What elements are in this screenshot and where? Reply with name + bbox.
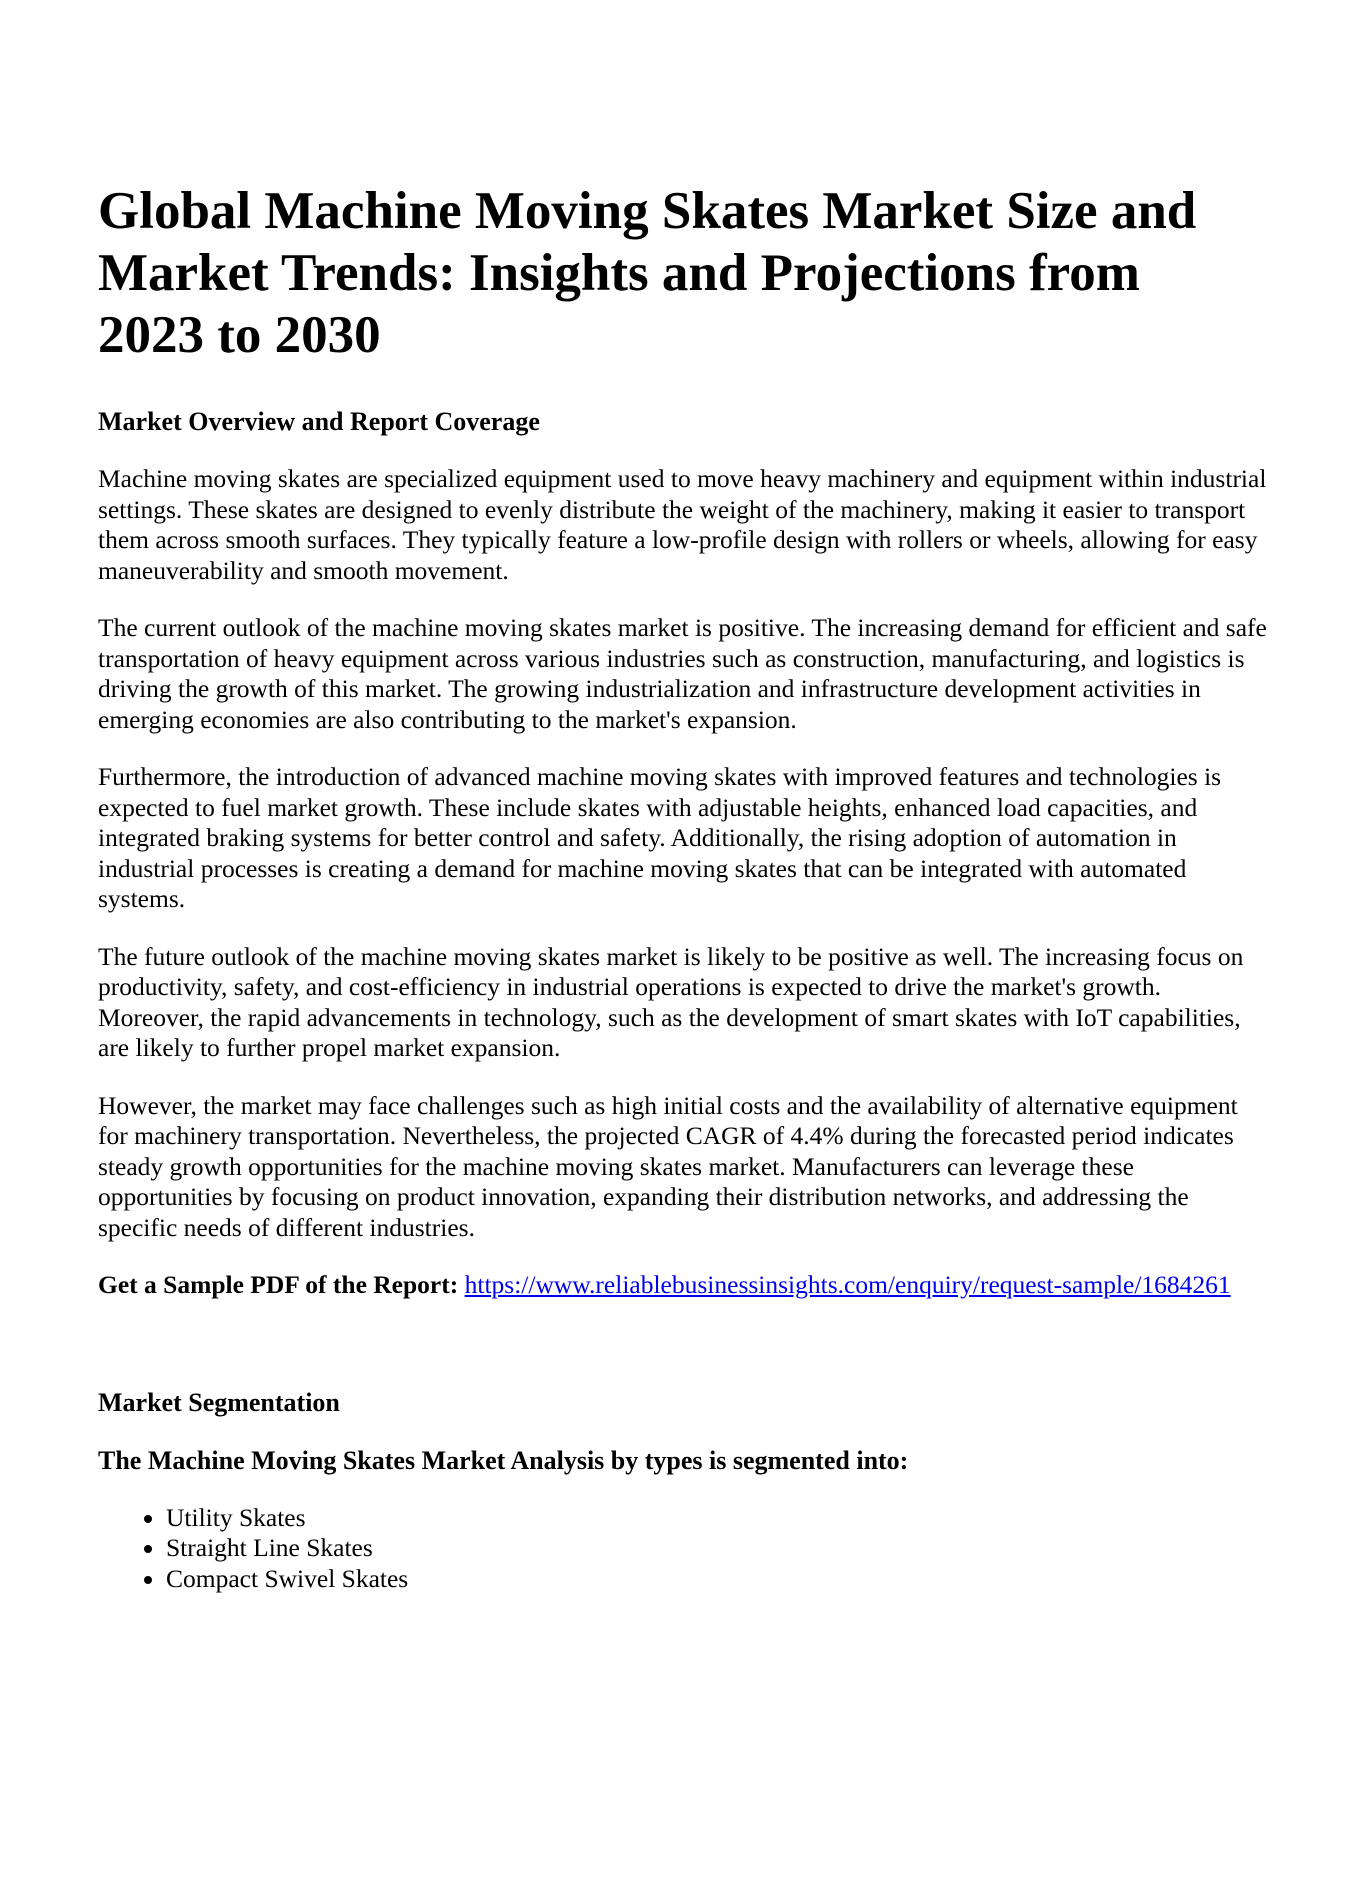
overview-heading: Market Overview and Report Coverage (98, 407, 540, 436)
overview-paragraph-4: The future outlook of the machine moving skates market is likely to be positive as well. The increasing focus on productivity, safety, and cost-efficiency in industrial operations is expected to drive the market's growth. Moreover, the rapid advancements in technology, such as the development of smart skates with IoT capabilities, are likely to further propel market expansion. (98, 941, 1244, 1062)
sample-pdf-line (98, 1270, 1268, 1301)
sample-pdf-label: Get a Sample PDF of the Report: (98, 1270, 459, 1299)
segmentation-types-list (98, 1503, 1255, 1595)
overview-paragraph-2: The current outlook of the machine moving skates market is positive. The increasing demand for efficient and safe transportation of heavy equipment across various industries such as construction, manufacturing, and logistics is driving the growth of this market. The growing industrialization and infrastructure development activities in emerging economies are also contributing to the market's expansion. (98, 613, 1267, 734)
overview-paragraph-5: However, the market may face challenges such as high initial costs and the availability of alternative equipment for machinery transportation. Nevertheless, the projected CAGR of 4.4% during the forecasted period indicates steady growth opportunities for the machine moving skates market. Manufacturers can leverage these opportunities by focusing on product innovation, expanding their distribution networks, and addressing the specific needs of different industries. (98, 1090, 1238, 1242)
list-item: • Compact Swivel Skates (166, 1564, 1255, 1595)
overview-paragraph-3: Furthermore, the introduction of advanced machine moving skates with improved features and technologies is expected to fuel market growth. These include skates with adjustable heights, enhanced load capacities, and integrated braking systems for better control and safety. Additionally, the rising adoption of automation in industrial processes is creating a demand for machine moving skates that can be integrated with automated systems. (98, 762, 1222, 913)
sample-pdf-link[interactable]: https://www.reliablebusinessinsights.com/enquiry/request-sample/1684261 (464, 1270, 1231, 1299)
page-title: Global Machine Moving Skates Market Size and Market Trends: Insights and Projections from 2023 to 2030 (98, 182, 1197, 364)
segmentation-heading: Market Segmentation (98, 1387, 340, 1417)
list-item: • Utility Skates (166, 1503, 1255, 1534)
list-item: • Straight Line Skates (166, 1533, 1255, 1564)
segmentation-types-heading: The Machine Moving Skates Market Analysis by types is segmented into: (98, 1445, 909, 1475)
section-spacer (98, 1301, 1255, 1387)
overview-paragraph-1: Machine moving skates are specialized equipment used to move heavy machinery and equipment within industrial settings. These skates are designed to evenly distribute the weight of the machinery, making it easier to transport them across smooth surfaces. They typically feature a low-profile design with rollers or wheels, allowing for easy maneuverability and smooth movement. (98, 464, 1267, 585)
